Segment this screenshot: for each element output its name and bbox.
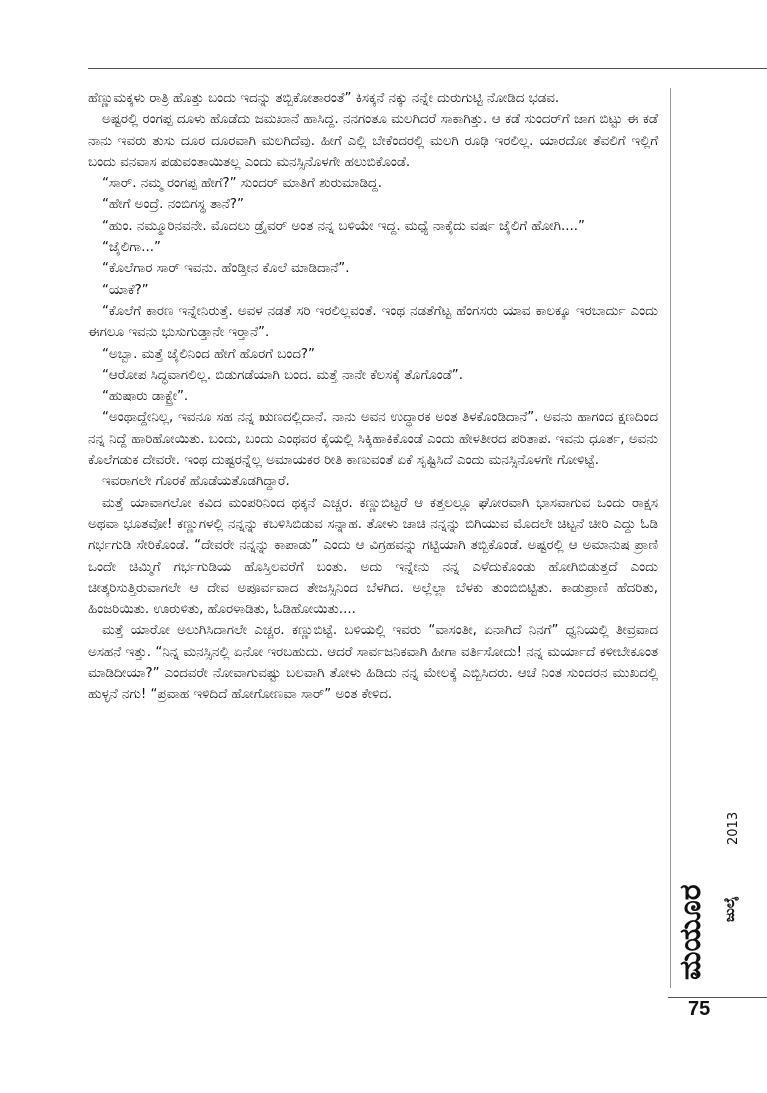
- paragraph: “ಹೇಗೆ ಅಂದ್ರೆ. ನಂಬಿಗಸ್ಥ ತಾನೆ?”: [102, 197, 244, 213]
- magazine-name: ಮಯೂರ: [673, 884, 708, 980]
- page-number-rule: [668, 997, 767, 998]
- paragraph: “ಅಬ್ಬಾ. ಮತ್ತೆ ಜೈಲಿನಿಂದ ಹೇಗೆ ಹೊರಗೆ ಬಂದ?”: [102, 346, 315, 362]
- article-body: [88, 88, 658, 706]
- paragraph: “ಹುಷಾರು ಡಾಕ್ಟ್ರೇ”.: [102, 389, 189, 405]
- issue-month: ಜುಲೈ: [722, 896, 738, 922]
- top-rule: [88, 68, 767, 69]
- paragraph: ಮತ್ತೆ ಯಾರೋ ಅಲುಗಿಸಿದಾಗಲೇ ಎಚ್ಚರ. ಕಣ್ಣುಬಿಟ್ಟೆ. ಬಳಿಯಲ್ಲಿ ಇವರು “ವಾಸಂತೀ, ಏನಾಗಿದೆ ನಿನಗೆ” ಧ್ವನಿಯಲ್ಲಿ ತೀವ್ರವಾದ ಅಸಹನೆ ಇತ್ತು. “ನಿನ್ನ ಮನಸ್ಸಿನಲ್ಲಿ ಏನೋ ಇರಬಹುದು. ಆದರೆ ಸಾರ್ವಜನಿಕವಾಗಿ ಹೀಗಾ ವರ್ತಿಸೋದು! ನನ್ನ ಮರ್ಯಾದೆ ಕಳೀಬೇಕೂಂತ ಮಾಡಿದೀಯಾ?” ಎಂದವರೇ ನೋವಾಗುವಷ್ಟು ಬಲವಾಗಿ ತೋಳು ಹಿಡಿದು ನನ್ನ ಮೇಲಕ್ಕೆ ಎಬ್ಬಿಸಿದರು. ಆಚೆ ನಿಂತ ಸುಂದರನ ಮುಖದಲ್ಲಿ ಹುಳ್ಳನೆ ನಗು! “ಪ್ರವಾಹ ಇಳಿದಿದೆ ಹೋಗೋಣವಾ ಸಾರ್” ಅಂತ ಕೇಳಿದ.: [88, 623, 658, 703]
- masthead: [668, 800, 767, 980]
- paragraph: ಇವರಾಗಲೇ ಗೊರಕೆ ಹೊಡೆಯತೊಡಗಿದ್ದಾರೆ.: [102, 474, 290, 490]
- paragraph: “ಆರೋಪ ಸಿದ್ಧವಾಗಲಿಲ್ಲ. ಬಿಡುಗಡೆಯಾಗಿ ಬಂದ. ಮತ್ತೆ ನಾನೇ ಕೆಲಸಕ್ಕೆ ತೊಗೊಂಡೆ”.: [102, 367, 463, 383]
- paragraph: “ಯಾಕೆ?”: [102, 282, 149, 298]
- page-number: 75: [688, 998, 711, 1020]
- paragraph: ಮತ್ತೆ ಯಾವಾಗಲೋ ಕವಿದ ಮಂಪರಿನಿಂದ ಥಕ್ಕನೆ ಎಚ್ಚರ. ಕಣ್ಣುಬಿಟ್ಟರೆ ಆ ಕತ್ತಲಲ್ಲೂ ಘೋರವಾಗಿ ಭಾಸವಾಗುವ ಒಂದು ರಾಕ್ಷಸ ಅಥವಾ ಭೂತವೋ! ಕಣ್ಣುಗಳಲ್ಲಿ ನನ್ನನ್ನು ಕಬಳಿಸಿಬಿಡುವ ಸನ್ನಾಹ. ತೋಳು ಚಾಚಿ ನನ್ನನ್ನು ಬಿಗಿಯುವ ಮೊದಲೇ ಚಿಟ್ಟನೆ ಚೀರಿ ಎದ್ದು ಓಡಿ ಗರ್ಭಗುಡಿ ಸೇರಿಕೊಂಡೆ. “ದೇವರೇ ನನ್ನನ್ನು ಕಾಪಾಡು” ಎಂದು ಆ ವಿಗ್ರಹವನ್ನು ಗಟ್ಟಿಯಾಗಿ ತಬ್ಬಿಕೊಂಡೆ. ಅಷ್ಟರಲ್ಲಿ ಆ ಅಮಾನುಷ ಪ್ರಾಣಿ ಒಂದೇ ಚಿಮ್ಮಿಗೆ ಗರ್ಭಗುಡಿಯ ಹೊಸ್ತಿಲವರೆಗೆ ಬಂತು. ಅದು ಇನ್ನೇನು ನನ್ನ ಎಳೆದುಕೊಂಡು ಹೋಗಿಬಿಡುತ್ತದೆ ಎಂದು ಚೀತ್ಕರಿಸುತ್ತಿರುವಾಗಲೇ ಆ ದೇವ ಅಪೂರ್ವವಾದ ತೇಜಸ್ಸಿನಿಂದ ಬೆಳಗಿದ. ಅಲ್ಲೆಲ್ಲಾ ಬೆಳಕು ತುಂಬಿಬಿಟ್ಟಿತು. ಕಾಡುಪ್ರಾಣಿ ಹೆದರಿತು, ಹಿಂಜರಿಯಿತು. ಊರುಳಿತು, ಹೊರಳಾಡಿತು, ಓಡಿಹೋಯಿತು....: [88, 495, 658, 618]
- paragraph: ಹೆಣ್ಣುಮಕ್ಕಳು ರಾತ್ರಿ ಹೊತ್ತು ಬಂದು ಇದನ್ನು ತಬ್ಬಿಕೋತಾರಂತೆ” ಕಿಸಕ್ಕನೆ ನಕ್ಕು ನನ್ನೇ ದುರುಗುಟ್ಟಿ ನೋಡಿದ ಭಡವ.: [88, 91, 560, 106]
- paragraph: “ಕೊಲೆಗಾರ ಸಾರ್ ಇವನು. ಹೆಂಡ್ತೀನ ಕೊಲೆ ಮಾಡಿದಾನೆ”.: [102, 261, 350, 277]
- issue-year: 2013: [726, 811, 741, 845]
- paragraph: “ಸಾರ್. ನಮ್ಮ ರಂಗಪ್ಪ ಹೇಗೆ?” ಸುಂದರ್ ಮಾತಿಗೆ ಶುರುಮಾಡಿದ್ದ.: [102, 176, 383, 192]
- paragraph: “ಹುಂ. ನಮ್ಮೂರಿನವನೇ. ಮೊದಲು ಡ್ರೈವರ್ ಅಂತ ನನ್ನ ಬಳಿಯೇ ಇದ್ದ. ಮಧ್ಯೆ ನಾಕೈದು ವರ್ಷ ಜೈಲಿಗೆ ಹೋಗಿ....”: [102, 218, 585, 234]
- paragraph: ಅಷ್ಟರಲ್ಲಿ ರಂಗಪ್ಪ ದೂಳು ಹೊಡೆದು ಜಮಖಾನೆ ಹಾಸಿದ್ದ. ನನಗಂತೂ ಮಲಗಿದರೆ ಸಾಕಾಗಿತ್ತು. ಆ ಕಡೆ ಸುಂದರ್‌ಗೆ ಜಾಗ ಬಿಟ್ಟು ಈ ಕಡೆ ನಾನು ಇವರು ತುಸು ದೂರ ದೂರವಾಗಿ ಮಲಗಿದೆವು. ಹೀಗೆ ಎಲ್ಲಿ ಬೇಕೆಂದರಲ್ಲಿ ಮಲಗಿ ರೂಢಿ ಇರಲಿಲ್ಲ. ಯಾರದೋ ತೆವಲಿಗೆ ಇಲ್ಲಿಗೆ ಬಂದು ವನವಾಸ ಪಡುವಂತಾಯಿತಲ್ಲ ಎಂದು ಮನಸ್ಸಿನೊಳಗೇ ಹಲುಬಿಕೊಂಡೆ.: [88, 112, 658, 170]
- paragraph: “ಜೈಲಿಗಾ...”: [102, 240, 161, 256]
- paragraph: “ಅಂಥಾದ್ದೇನಿಲ್ಲ, ಇವನೂ ಸಹ ನನ್ನ ಋಣದಲ್ಲಿದಾನೆ. ನಾನು ಅವನ ಉದ್ಧಾರಕ ಅಂತ ತಿಳಕೊಂಡಿದಾನೆ”. ಅವನು ಹಾಗಂದ ಕ್ಷಣದಿಂದ ನನ್ನ ನಿದ್ದೆ ಹಾರಿಹೋಯಿತು. ಬಂದು, ಬಂದು ಎಂಥವರ ಕೈಯಲ್ಲಿ ಸಿಕ್ಕಿಹಾಕಿಕೊಂಡೆ ಎಂದು ಹೇಳತೀರದ ಪರಿತಾಪ. ಇವನು ಧೂರ್ತ, ಅವನು ಕೊಲೆಗಡುಕ ದೇವರೇ. ಇಂಥ ದುಷ್ಟರನ್ನೆಲ್ಲ ಅಮಾಯಕರ ರೀತಿ ಕಾಣುವಂತೆ ಏಕೆ ಸೃಷ್ಟಿಸಿದೆ ಎಂದು ಮನಸ್ಸಿನೊಳಗೇ ಗೋಳಿಟ್ಟೆ.: [88, 410, 658, 469]
- paragraph: “ಕೊಲೆಗೆ ಕಾರಣ ಇನ್ನೇನಿರುತ್ತೆ. ಅವಳ ನಡತೆ ಸರಿ ಇರಲಿಲ್ಲವಂತೆ. ಇಂಥ ನಡತೆಗೆಟ್ಟ ಹೆಂಗಸರು ಯಾವ ಕಾಲಕ್ಕೂ ಇರಬಾರ್ದು ಎಂದು ಈಗಲೂ ಇವನು ಭುಸುಗುಡ್ತಾನೇ ಇರ್‍ತಾನೆ”.: [88, 303, 658, 341]
